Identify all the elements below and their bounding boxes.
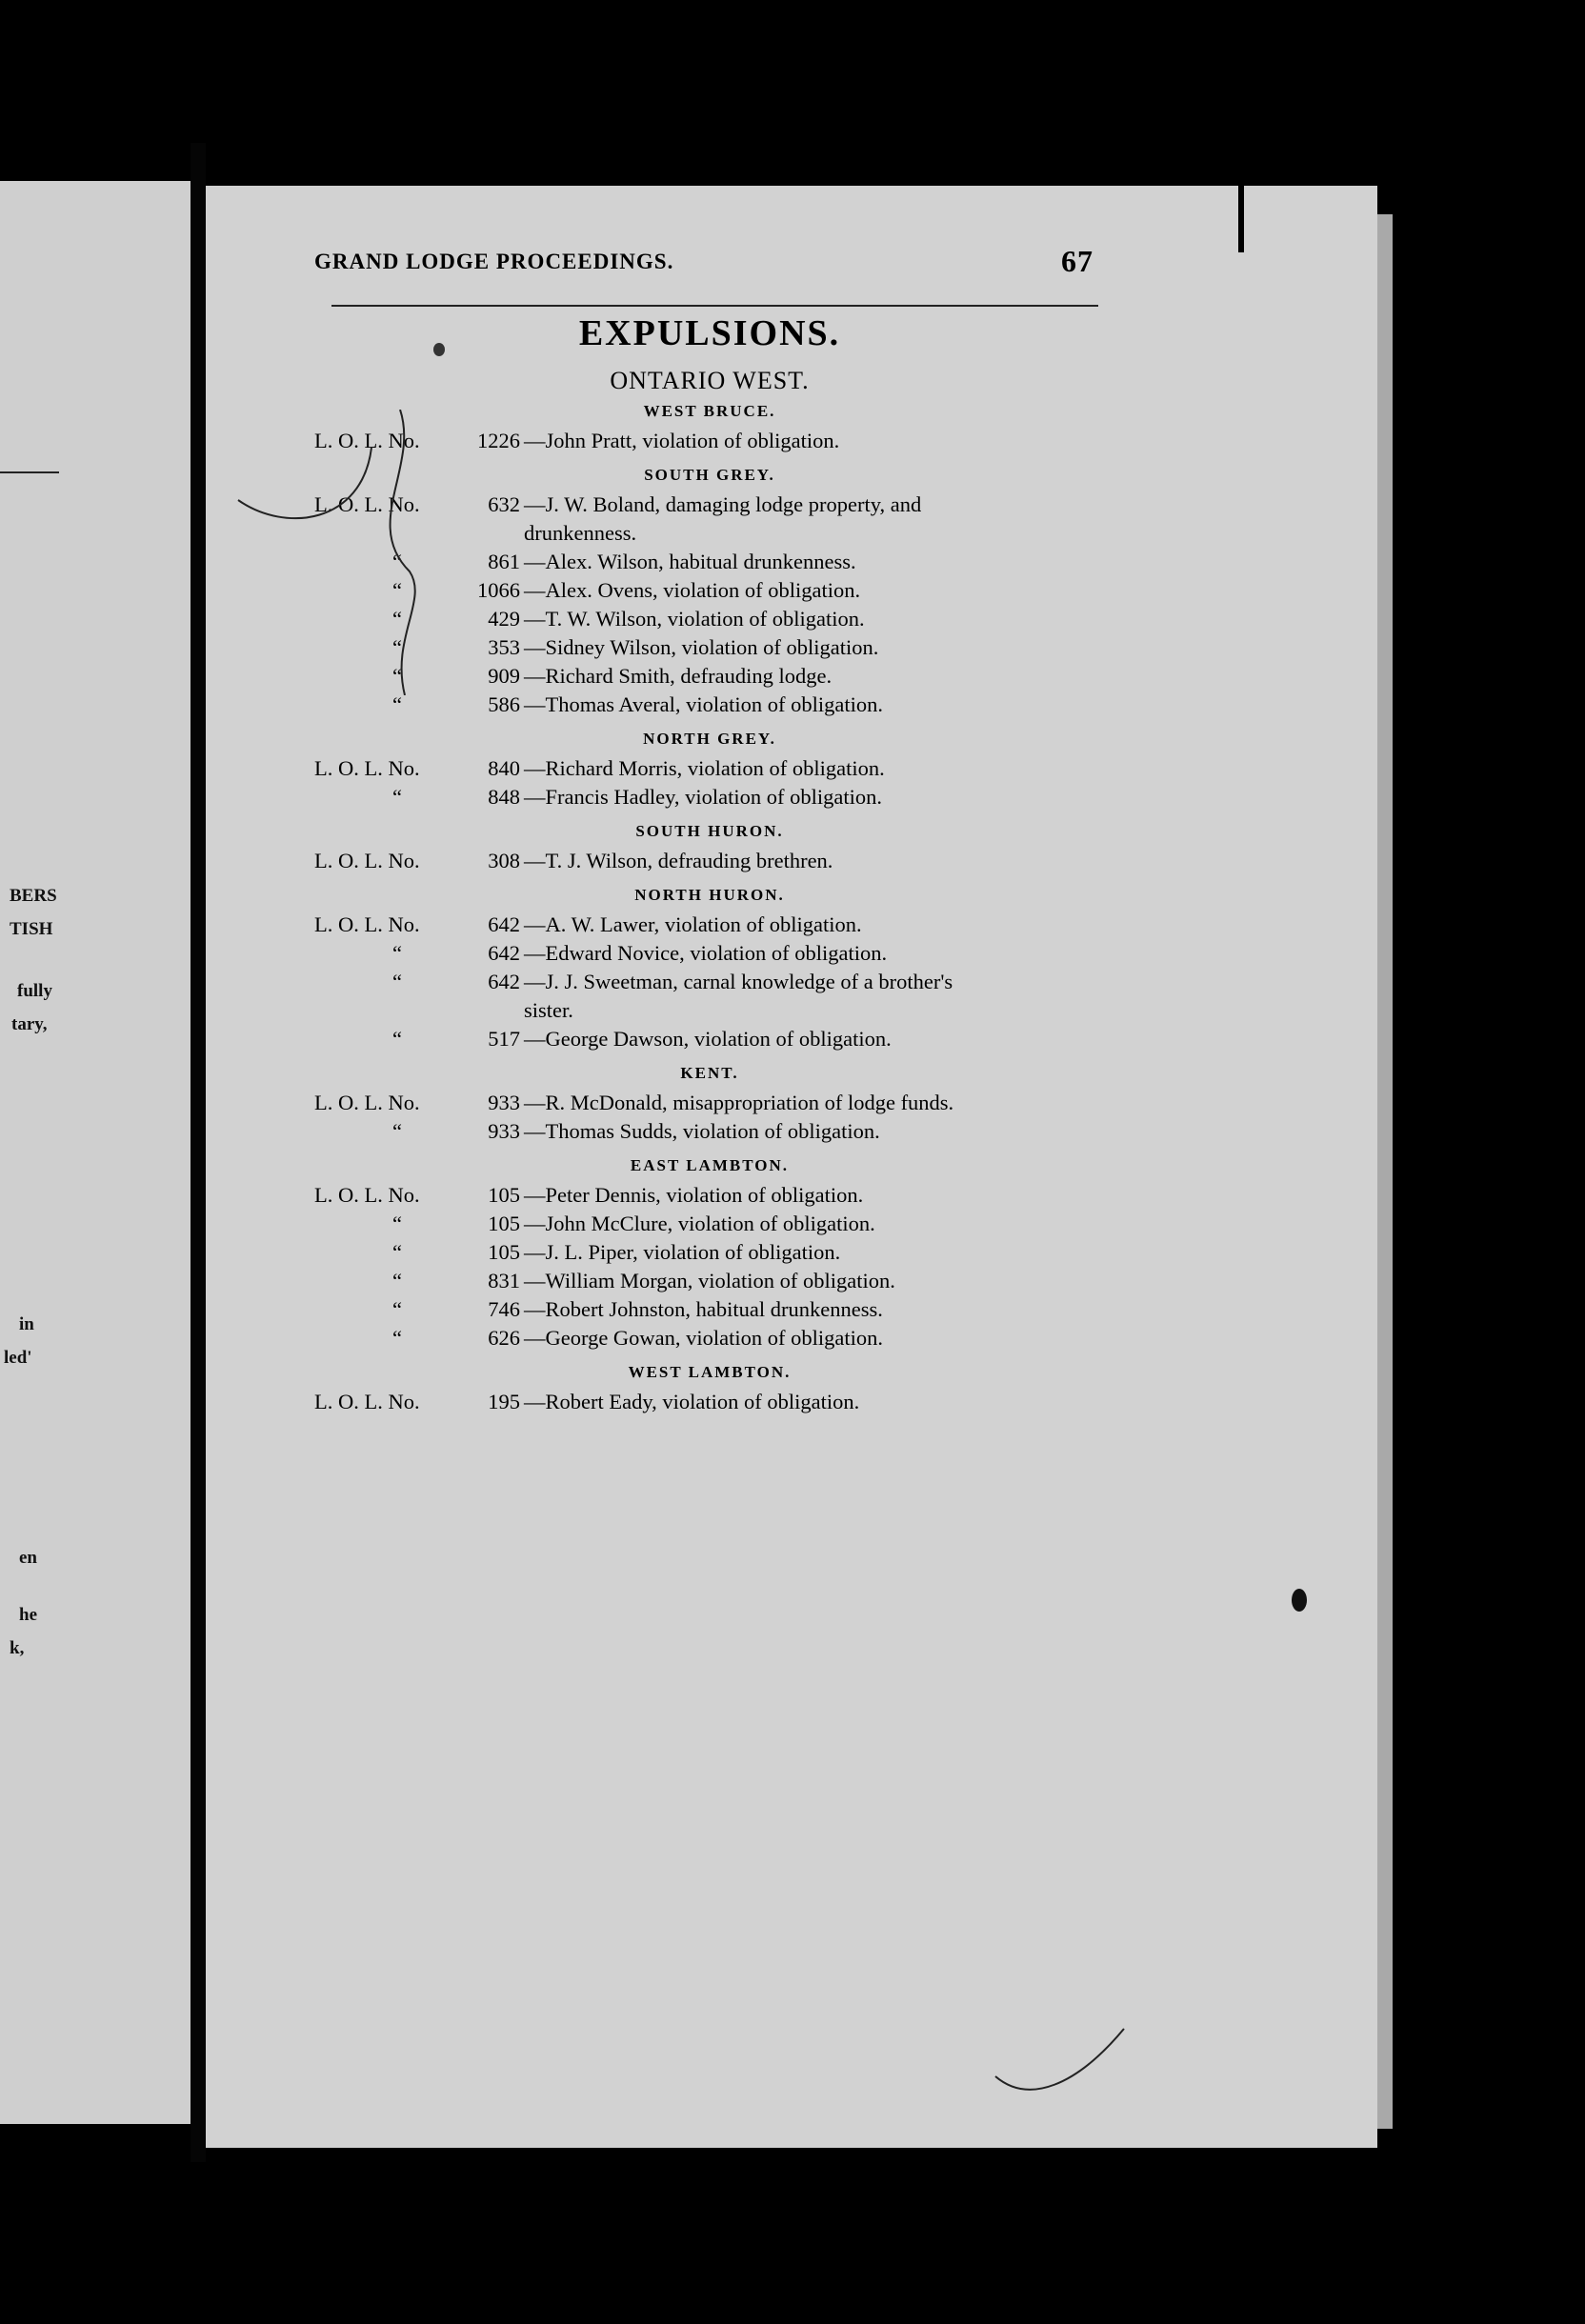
expulsion-reason: Thomas Averal, violation of obligation. [545,692,884,716]
em-dash: — [524,970,546,993]
lodge-number: 933 [488,1119,520,1143]
expulsion-reason: George Dawson, violation of obligation. [545,1027,892,1051]
ink-blot-artifact [433,343,445,356]
expulsion-text [524,1388,1105,1416]
expulsion-text [524,939,1105,968]
expulsion-reason: Peter Dennis, violation of obligation. [545,1183,864,1207]
expulsion-text [524,576,1105,605]
running-title: GRAND LODGE PROCEEDINGS. [314,250,674,273]
expulsion-entry [314,1267,1105,1295]
expulsion-entry [314,847,1105,875]
em-dash: — [524,664,546,688]
left-page-text-fragment: en [19,1548,37,1568]
expulsion-text [524,1295,1105,1324]
lodge-number: 1226 [477,429,520,452]
expulsion-reason: George Gowan, violation of obligation. [545,1326,884,1350]
expulsion-text [524,662,1105,691]
left-page-text-fragment: fully [17,981,52,1001]
district-section [314,723,1105,811]
em-dash: — [524,1297,546,1321]
lodge-number: 105 [488,1212,520,1235]
em-dash: — [524,1027,546,1051]
page-number: 67 [1061,244,1093,278]
expulsion-reason: Thomas Sudds, violation of obligation. [545,1119,880,1143]
expulsion-text [524,1025,1105,1053]
district-heading: EAST LAMBTON. [630,1156,790,1174]
ditto-mark: “ [392,664,402,688]
expulsion-text [524,847,1105,875]
district-heading: WEST BRUCE. [643,402,776,420]
lodge-label: L. O. L. No. [314,756,420,780]
lodge-number: 1066 [477,578,520,602]
expulsion-reason: William Morgan, violation of obligation. [545,1269,895,1292]
district-section [314,1150,1105,1352]
expulsion-entry [314,968,1105,996]
ditto-mark: “ [392,607,402,631]
expulsion-entry-continuation [314,996,1105,1025]
lodge-number: 626 [488,1326,520,1350]
left-page-rule [0,471,59,473]
expulsion-reason: Richard Morris, violation of obligation. [545,756,885,780]
lodge-number: 586 [488,692,520,716]
lodge-number: 429 [488,607,520,631]
district-heading: KENT. [680,1064,739,1082]
em-dash: — [524,692,546,716]
lodge-number: 353 [488,635,520,659]
region-heading: ONTARIO WEST. [610,367,810,394]
page-edge [1377,214,1393,2129]
left-page-text-fragment: in [19,1314,34,1334]
em-dash: — [524,1269,546,1292]
pencil-mark-artifact [229,410,438,695]
expulsion-reason: Edward Novice, violation of obligation. [545,941,888,965]
em-dash: — [524,429,546,452]
page-title: EXPULSIONS. [578,313,841,353]
em-dash: — [524,1183,546,1207]
em-dash: — [524,912,546,936]
em-dash: — [524,492,546,516]
em-dash: — [524,607,546,631]
expulsion-entry [314,911,1105,939]
expulsion-text [524,605,1105,633]
lodge-number: 831 [488,1269,520,1292]
expulsion-text [524,1210,1105,1238]
lodge-label: L. O. L. No. [314,1091,420,1114]
expulsion-text [524,691,1105,719]
binding-gutter [191,143,206,2162]
em-dash: — [524,1240,546,1264]
expulsion-reason: John McClure, violation of obligation. [545,1212,875,1235]
pencil-mark-artifact [991,2019,1134,2105]
ditto-mark: “ [392,941,402,965]
em-dash: — [524,756,546,780]
ink-blot-artifact [1292,1589,1307,1612]
expulsion-reason: Robert Johnston, habitual drunkenness. [545,1297,883,1321]
district-heading: NORTH GREY. [643,730,776,748]
lodge-number: 840 [488,756,520,780]
expulsion-text [524,1267,1105,1295]
lodge-number: 105 [488,1183,520,1207]
expulsion-text [524,754,1105,783]
expulsion-entry [314,1117,1105,1146]
expulsion-text [524,783,1105,811]
expulsion-entry [314,754,1105,783]
ditto-mark: “ [392,1212,402,1235]
ink-mark-artifact [1238,186,1244,252]
left-page-text-fragment: TISH [10,919,53,939]
lodge-number: 642 [488,970,520,993]
lodge-number: 933 [488,1091,520,1114]
expulsion-text [524,491,1105,519]
em-dash: — [524,635,546,659]
lodge-number: 642 [488,912,520,936]
expulsion-entry [314,1089,1105,1117]
district-heading: WEST LAMBTON. [628,1363,792,1381]
ditto-mark: “ [392,550,402,573]
district-section [314,1057,1105,1146]
expulsion-entry [314,1025,1105,1053]
expulsion-text [524,1117,1105,1146]
expulsion-entry [314,1295,1105,1324]
expulsion-text [524,1089,1105,1117]
ditto-mark: “ [392,1326,402,1350]
district-section [314,879,1105,1053]
em-dash: — [524,1212,546,1235]
lodge-label: L. O. L. No. [314,429,420,452]
expulsion-entry [314,783,1105,811]
expulsion-text [524,968,1105,996]
expulsion-reason: Robert Eady, violation of obligation. [545,1390,860,1413]
expulsion-entry [314,1238,1105,1267]
lodge-number: 848 [488,785,520,809]
ditto-mark: “ [392,1240,402,1264]
continuation-text: sister. [524,998,573,1022]
expulsion-reason: T. J. Wilson, defrauding brethren. [545,849,833,872]
expulsion-entry [314,1324,1105,1352]
em-dash: — [524,849,546,872]
lodge-number: 861 [488,550,520,573]
expulsion-text [524,1324,1105,1352]
expulsion-text [524,1238,1105,1267]
expulsion-reason: Francis Hadley, violation of obligation. [545,785,882,809]
em-dash: — [524,1326,546,1350]
expulsion-reason: J. J. Sweetman, carnal knowledge of a brother's [545,970,953,993]
lodge-label: L. O. L. No. [314,1390,420,1413]
expulsion-text [524,548,1105,576]
expulsion-reason: Richard Smith, defrauding lodge. [545,664,833,688]
expulsion-reason: Sidney Wilson, violation of obligation. [545,635,879,659]
ditto-mark: “ [392,970,402,993]
left-facing-page [0,181,191,2124]
district-heading: SOUTH HURON. [635,822,784,840]
ditto-mark: “ [392,1027,402,1051]
expulsion-reason: Alex. Wilson, habitual drunkenness. [545,550,856,573]
expulsion-reason: Alex. Ovens, violation of obligation. [545,578,861,602]
ditto-mark: “ [392,785,402,809]
district-heading: SOUTH GREY. [644,466,775,484]
expulsion-entry [314,1388,1105,1416]
em-dash: — [524,785,546,809]
lodge-number: 632 [488,492,520,516]
em-dash: — [524,550,546,573]
lodge-number: 105 [488,1240,520,1264]
em-dash: — [524,1390,546,1413]
ditto-mark: “ [392,1269,402,1292]
ditto-mark: “ [392,692,402,716]
lodge-label: L. O. L. No. [314,912,420,936]
ditto-mark: “ [392,1119,402,1143]
ditto-mark: “ [392,635,402,659]
lodge-number: 642 [488,941,520,965]
expulsion-entry [314,1210,1105,1238]
expulsion-reason: A. W. Lawer, violation of obligation. [545,912,862,936]
lodge-label: L. O. L. No. [314,1183,420,1207]
district-heading: NORTH HURON. [634,886,785,904]
district-section [314,1356,1105,1416]
lodge-label: L. O. L. No. [314,492,420,516]
header-rule [331,305,1098,307]
em-dash: — [524,1119,546,1143]
expulsion-text [524,1181,1105,1210]
expulsion-entry [314,939,1105,968]
lodge-number: 195 [488,1390,520,1413]
expulsion-entry [314,1181,1105,1210]
expulsion-text [524,427,1105,455]
expulsion-reason: R. McDonald, misappropriation of lodge funds. [545,1091,954,1114]
lodge-number: 909 [488,664,520,688]
expulsion-reason: J. L. Piper, violation of obligation. [545,1240,841,1264]
ditto-mark: “ [392,1297,402,1321]
continuation-text: drunkenness. [524,521,637,545]
expulsion-reason: J. W. Boland, damaging lodge property, and [545,492,922,516]
lodge-number: 746 [488,1297,520,1321]
expulsion-reason: John Pratt, violation of obligation. [545,429,840,452]
left-page-text-fragment: tary, [11,1014,48,1034]
em-dash: — [524,941,546,965]
ditto-mark: “ [392,578,402,602]
district-section [314,815,1105,875]
lodge-number: 308 [488,849,520,872]
em-dash: — [524,1091,546,1114]
expulsion-reason: T. W. Wilson, violation of obligation. [545,607,865,631]
expulsion-text [524,633,1105,662]
lodge-number: 517 [488,1027,520,1051]
expulsion-text [524,911,1105,939]
em-dash: — [524,578,546,602]
lodge-label: L. O. L. No. [314,849,420,872]
left-page-text-fragment: he [19,1605,37,1625]
left-page-text-fragment: led' [4,1348,32,1368]
left-page-text-fragment: BERS [10,886,57,906]
left-page-text-fragment: k, [10,1638,25,1658]
